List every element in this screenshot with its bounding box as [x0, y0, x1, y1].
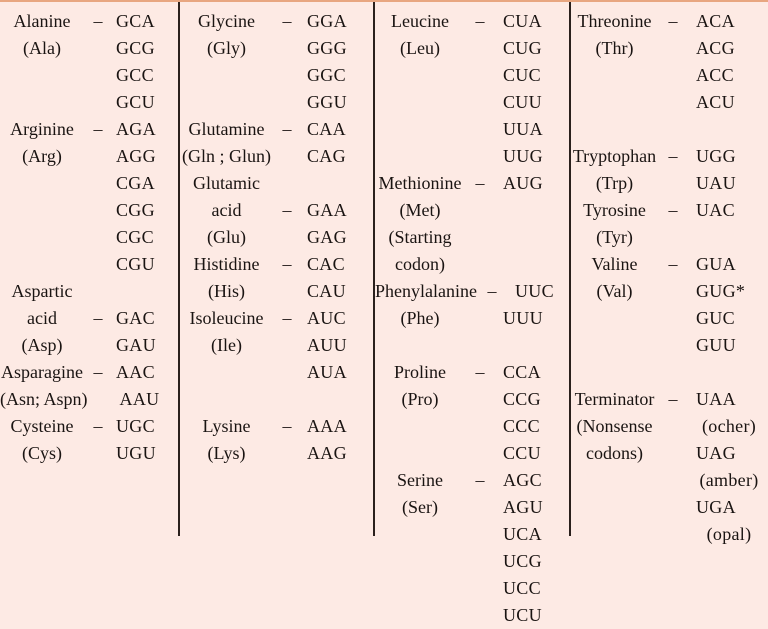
codon-value: GGA [307, 11, 347, 31]
dash-separator: – [668, 146, 678, 166]
dash-separator: – [668, 254, 678, 274]
amino-acid-name: (Gln ; Glun) [182, 146, 271, 166]
amino-acid-name: Glycine [198, 11, 255, 31]
amino-acid-name: (Asp) [21, 335, 63, 355]
codon-value: UGU [116, 443, 156, 463]
amino-acid-name: Leucine [391, 11, 449, 31]
dash-separator: – [668, 11, 678, 31]
codon-row [375, 8, 569, 35]
codon-value: CUC [503, 65, 541, 85]
dash-separator: – [93, 119, 103, 139]
codon-value: GCC [116, 65, 154, 85]
dash-separator: – [282, 254, 292, 274]
dash-separator: – [282, 416, 292, 436]
codon-value: UUG [503, 146, 543, 166]
codon-value: UAC [696, 200, 735, 220]
amino-acid-name: (Lys) [207, 443, 246, 463]
codon-row [375, 386, 569, 413]
codon-row [375, 35, 569, 62]
codon-row [0, 143, 178, 170]
amino-acid-name: Proline [394, 362, 446, 382]
amino-acid-name: (Phe) [400, 308, 440, 328]
spacer-row [571, 116, 768, 143]
codon-row [571, 143, 768, 170]
codon-column-1 [0, 2, 178, 536]
codon-value: UAA [696, 389, 736, 409]
codon-row [180, 170, 373, 197]
codon-row [180, 89, 373, 116]
codon-row [180, 305, 373, 332]
codon-value: AAC [116, 362, 155, 382]
spacer-row [375, 332, 569, 359]
amino-acid-name: Arginine [10, 119, 74, 139]
codon-value: AGG [116, 146, 156, 166]
dash-separator: – [282, 200, 292, 220]
codon-row [571, 8, 768, 35]
codon-row [571, 62, 768, 89]
codon-row [0, 251, 178, 278]
dash-separator: – [282, 308, 292, 328]
codon-row [0, 413, 178, 440]
codon-row [180, 413, 373, 440]
amino-acid-name: (Gly) [207, 38, 246, 58]
dash-separator: – [93, 11, 103, 31]
codon-row [0, 278, 178, 305]
codon-row [180, 8, 373, 35]
codon-row [0, 197, 178, 224]
codon-row [375, 521, 569, 548]
codon-row [375, 440, 569, 467]
codon-row [571, 170, 768, 197]
codon-value: GUA [696, 254, 736, 274]
amino-acid-name: (Ile) [211, 335, 242, 355]
codon-row [375, 359, 569, 386]
codon-value: CUU [503, 92, 542, 112]
amino-acid-name: Cysteine [10, 416, 74, 436]
codon-row [375, 170, 569, 197]
codon-row [375, 197, 569, 224]
codon-value: CGA [116, 173, 155, 193]
codon-value: UAU [696, 173, 736, 193]
codon-value: AGA [116, 119, 156, 139]
codon-row [375, 575, 569, 602]
dash-separator: – [668, 200, 678, 220]
codon-row [180, 251, 373, 278]
codon-row [375, 116, 569, 143]
codon-value: GAC [116, 308, 155, 328]
codon-value: CCA [503, 362, 541, 382]
codon-value: UCA [503, 524, 542, 544]
amino-acid-name: (Glu) [207, 227, 246, 247]
codon-value: CCU [503, 443, 541, 463]
amino-acid-name: (Ala) [23, 38, 61, 58]
codon-value: AAG [307, 443, 347, 463]
amino-acid-name: Lysine [202, 416, 251, 436]
amino-acid-name: acid [211, 200, 242, 220]
amino-acid-name: (Starting [388, 227, 452, 247]
dash-separator: – [475, 11, 485, 31]
amino-acid-name: Threonine [577, 11, 652, 31]
codon-alias: (amber) [699, 470, 759, 490]
amino-acid-name: Serine [397, 470, 443, 490]
amino-acid-name: (Arg) [22, 146, 62, 166]
codon-value: UGC [116, 416, 155, 436]
codon-row [571, 440, 768, 467]
dash-separator: – [475, 362, 485, 382]
codon-row [375, 305, 569, 332]
codon-row [571, 278, 768, 305]
codon-row [180, 143, 373, 170]
codon-value: AAA [307, 416, 347, 436]
amino-acid-name: (Cys) [22, 443, 62, 463]
codon-row [0, 386, 178, 413]
codon-row [180, 332, 373, 359]
amino-acid-name: Histidine [193, 254, 260, 274]
codon-value: UUU [503, 308, 543, 328]
codon-value: CGU [116, 254, 155, 274]
codon-row [571, 251, 768, 278]
amino-acid-name: (Trp) [595, 173, 634, 193]
codon-row [571, 494, 768, 521]
codon-value: GAG [307, 227, 347, 247]
codon-value: GUU [696, 335, 736, 355]
amino-acid-name: (Met) [399, 200, 441, 220]
amino-acid-name: Phenylalanine [375, 281, 477, 301]
amino-acid-name: Aspartic [11, 281, 73, 301]
codon-row [375, 278, 569, 305]
amino-acid-name: (Ser) [402, 497, 438, 517]
codon-row [0, 224, 178, 251]
amino-acid-name: Isoleucine [189, 308, 264, 328]
codon-value: ACG [696, 38, 735, 58]
codon-value: AAU [119, 389, 160, 409]
codon-row [375, 143, 569, 170]
dash-separator: – [93, 308, 103, 328]
codon-value: GAU [116, 335, 156, 355]
codon-value: UCG [503, 551, 542, 571]
codon-value: GUC [696, 308, 735, 328]
amino-acid-name: Glutamine [188, 119, 265, 139]
codon-value: AGU [503, 497, 543, 517]
dash-separator: – [282, 119, 292, 139]
codon-value: CCG [503, 389, 541, 409]
codon-row [375, 494, 569, 521]
spacer-row [180, 386, 373, 413]
amino-acid-name: Terminator [574, 389, 655, 409]
codon-value: ACC [696, 65, 734, 85]
codon-row [180, 62, 373, 89]
amino-acid-name: (Tyr) [596, 227, 633, 247]
codon-row [571, 467, 768, 494]
codon-row [375, 467, 569, 494]
amino-acid-name: Glutamic [193, 173, 260, 193]
codon-value: CGC [116, 227, 154, 247]
codon-row [180, 197, 373, 224]
codon-value: UAG [696, 443, 736, 463]
amino-acid-name: codon) [395, 254, 445, 274]
amino-acid-name: codons) [586, 443, 643, 463]
codon-value: CUG [503, 38, 542, 58]
codon-row [0, 332, 178, 359]
amino-acid-name: (Leu) [400, 38, 440, 58]
codon-value: GCA [116, 11, 155, 31]
codon-value: AUU [307, 335, 347, 355]
codon-row [375, 413, 569, 440]
codon-row [375, 224, 569, 251]
amino-acid-name: acid [27, 308, 57, 328]
codon-row [180, 116, 373, 143]
codon-value: AUG [503, 173, 543, 193]
codon-value: UGG [696, 146, 736, 166]
dash-separator: – [475, 173, 485, 193]
codon-row [180, 359, 373, 386]
codon-column-3 [373, 2, 569, 625]
codon-row [571, 332, 768, 359]
amino-acid-name: (Pro) [401, 389, 439, 409]
codon-row [571, 89, 768, 116]
codon-value: UUC [514, 281, 554, 301]
amino-acid-name: (Asn; Aspn) [0, 389, 88, 409]
codon-row [571, 35, 768, 62]
codon-value: GAA [307, 200, 347, 220]
codon-row [0, 62, 178, 89]
codon-row [0, 170, 178, 197]
codon-row [0, 35, 178, 62]
codon-value: CAU [307, 281, 346, 301]
codon-value: CGG [116, 200, 155, 220]
dash-separator: – [282, 11, 292, 31]
codon-value: UGA [696, 497, 736, 517]
codon-column-4 [569, 2, 768, 544]
amino-acid-name: Tryptophan [572, 146, 657, 166]
codon-column-2 [178, 2, 373, 536]
codon-value: GCU [116, 92, 155, 112]
amino-acid-name: Valine [591, 254, 638, 274]
codon-value: UUA [503, 119, 543, 139]
amino-acid-name: Tyrosine [583, 200, 646, 220]
codon-row [571, 521, 768, 548]
codon-row [375, 89, 569, 116]
codon-row [180, 35, 373, 62]
codon-alias: (ocher) [701, 416, 757, 436]
codon-row [571, 305, 768, 332]
codon-value: UCC [503, 578, 541, 598]
codon-value: AUA [307, 362, 347, 382]
codon-row [180, 440, 373, 467]
amino-acid-name: (Nonsense [576, 416, 653, 436]
codon-value: GGC [307, 65, 346, 85]
dash-separator: – [93, 416, 103, 436]
codon-value: CAC [307, 254, 345, 274]
codon-value: ACU [696, 92, 735, 112]
codon-value: AUC [307, 308, 346, 328]
dash-separator: – [487, 281, 497, 301]
amino-acid-name: (His) [208, 281, 245, 301]
codon-row [571, 413, 768, 440]
amino-acid-name: (Thr) [595, 38, 634, 58]
codon-row [180, 224, 373, 251]
codon-value: ACA [696, 11, 735, 31]
codon-row [571, 197, 768, 224]
codon-row [571, 386, 768, 413]
codon-row [375, 62, 569, 89]
amino-acid-name: (Val) [596, 281, 633, 301]
codon-value: CAG [307, 146, 346, 166]
dash-separator: – [668, 389, 678, 409]
amino-acid-name: Alanine [13, 11, 71, 31]
codon-row [180, 278, 373, 305]
codon-row [0, 89, 178, 116]
codon-row [375, 251, 569, 278]
codon-value: GUG* [696, 281, 746, 301]
codon-value: GGU [307, 92, 347, 112]
codon-value: GCG [116, 38, 155, 58]
codon-value: CAA [307, 119, 346, 139]
dash-separator: – [475, 470, 485, 490]
codon-value: CUA [503, 11, 542, 31]
codon-value: CCC [503, 416, 540, 436]
dash-separator: – [93, 362, 103, 382]
codon-value: AGC [503, 470, 542, 490]
amino-acid-name: Asparagine [1, 362, 83, 382]
codon-alias: (opal) [706, 524, 752, 544]
codon-row [571, 224, 768, 251]
spacer-row [571, 359, 768, 386]
codon-row [0, 116, 178, 143]
codon-row [375, 602, 569, 629]
codon-row [0, 8, 178, 35]
codon-value: GGG [307, 38, 347, 58]
codon-row [0, 440, 178, 467]
codon-row [0, 359, 178, 386]
codon-row [0, 305, 178, 332]
codon-row [375, 548, 569, 575]
codon-value: UCU [503, 605, 542, 625]
amino-acid-name: Methionine [378, 173, 462, 193]
